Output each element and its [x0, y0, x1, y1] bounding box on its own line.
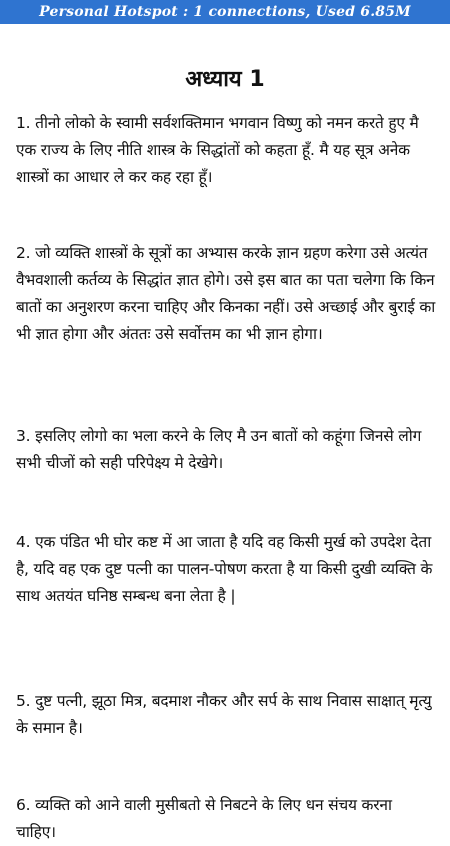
- verse-paragraph: 5. दुष्ट पत्नी, झूठा मित्र, बदमाश नौकर और सर्प के साथ निवास साक्षात् मृत्यु के समान है।: [16, 692, 432, 737]
- verse-paragraph: 2. जो व्यक्ति शास्त्रों के सूत्रों का अभ्यास करके ज्ञान ग्रहण करेगा उसे अत्यंत वैभवशाली कर्तव्य के सिद्धांत ज्ञात होगे। उसे इस बात का पता चलेगा कि किन बातों का अनुशरण करना चाहिए और किनका नहीं। उसे अच्छाई और बुराई का भी ज्ञात होगा और अंततः उसे सर्वोत्तम का भी ज्ञान होगा।: [16, 244, 436, 343]
- verse-paragraph: 3. इसलिए लोगो का भला करने के लिए मै उन बातों को कहूंगा जिनसे लोग सभी चीजों को सही परिपेक्ष्य मे देखेगे।: [16, 427, 422, 472]
- verse-paragraph: 4. एक पंडित भी घोर कष्ट में आ जाता है यदि वह किसी मुर्ख को उपदेश देता है, यदि वह एक दुष्ट पत्नी का पालन-पोषण करता है या किसी दुखी व्यक्ति के साथ अतयंत घनिष्ठ सम्बन्ध बना लेता है |: [16, 533, 433, 605]
- status-bar: [0, 0, 450, 24]
- hotspot-status-text: Personal Hotspot : 1 connections, Used 6.85M: [39, 4, 411, 20]
- verse-paragraph: 6. व्यक्ति को आने वाली मुसीबतो से निबटने के लिए धन संचय करना चाहिए।: [16, 796, 392, 841]
- chapter-content[interactable]: [0, 24, 450, 841]
- chapter-title: अध्याय 1: [185, 67, 265, 92]
- verse-paragraph: 1. तीनो लोको के स्वामी सर्वशक्तिमान भगवान विष्णु को नमन करते हुए मै एक राज्य के लिए नीति शास्त्र के सिद्धांतों को कहता हूँ. मै यह सूत्र अनेक शास्त्रों का आधार ले कर कह रहा हूँ।: [16, 114, 419, 186]
